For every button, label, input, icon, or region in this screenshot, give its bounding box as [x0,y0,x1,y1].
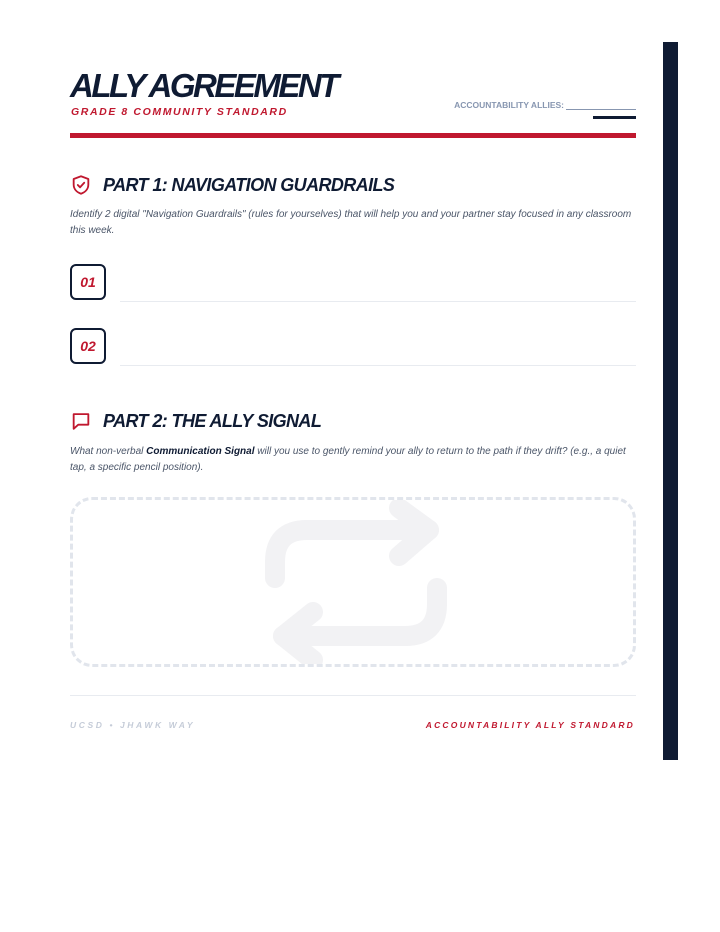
guardrail-number-1: 01 [70,264,106,300]
page-title: ALLY AGREEMENT [70,67,337,104]
guardrail-number-2: 02 [70,328,106,364]
accountability-allies-field[interactable] [454,100,636,110]
part2-title: PART 2: THE ALLY SIGNAL [103,410,322,431]
message-square-icon [70,410,92,432]
footer-divider [70,695,636,696]
part1-description: Identify 2 digital "Navigation Guardrails" (rules for yourselves) that will help you and your partner stay focused in any classroom this week. [70,209,632,236]
header-accent-bar [593,116,636,119]
allies-label: ACCOUNTABILITY ALLIES: [454,100,564,110]
header [70,68,636,138]
ally-signal-answer-box[interactable] [70,497,636,667]
part1-title: PART 1: NAVIGATION GUARDRAILS [103,174,395,195]
guardrail-answer-line-1[interactable] [120,301,636,302]
part2-description: What non-verbal Communication Signal will you use to gently remind your ally to return to the path if they drift? (e.g., a quiet tap, a specific pencil position). [70,446,626,473]
footer-right-text: ACCOUNTABILITY ALLY STANDARD [425,720,635,730]
allies-blank-line[interactable] [566,102,636,110]
shield-check-icon [70,174,92,196]
header-divider [70,133,636,138]
part1-header [70,174,394,196]
footer-left-text: UCSD • JHAWK WAY [70,720,196,730]
side-accent-bar [663,42,678,760]
communication-signal-emphasis: Communication Signal [146,446,255,457]
guardrail-answer-line-2[interactable] [120,365,636,366]
page-subtitle: GRADE 8 COMMUNITY STANDARD [71,106,288,118]
repeat-arrows-icon [261,500,451,667]
part2-header [70,410,321,432]
